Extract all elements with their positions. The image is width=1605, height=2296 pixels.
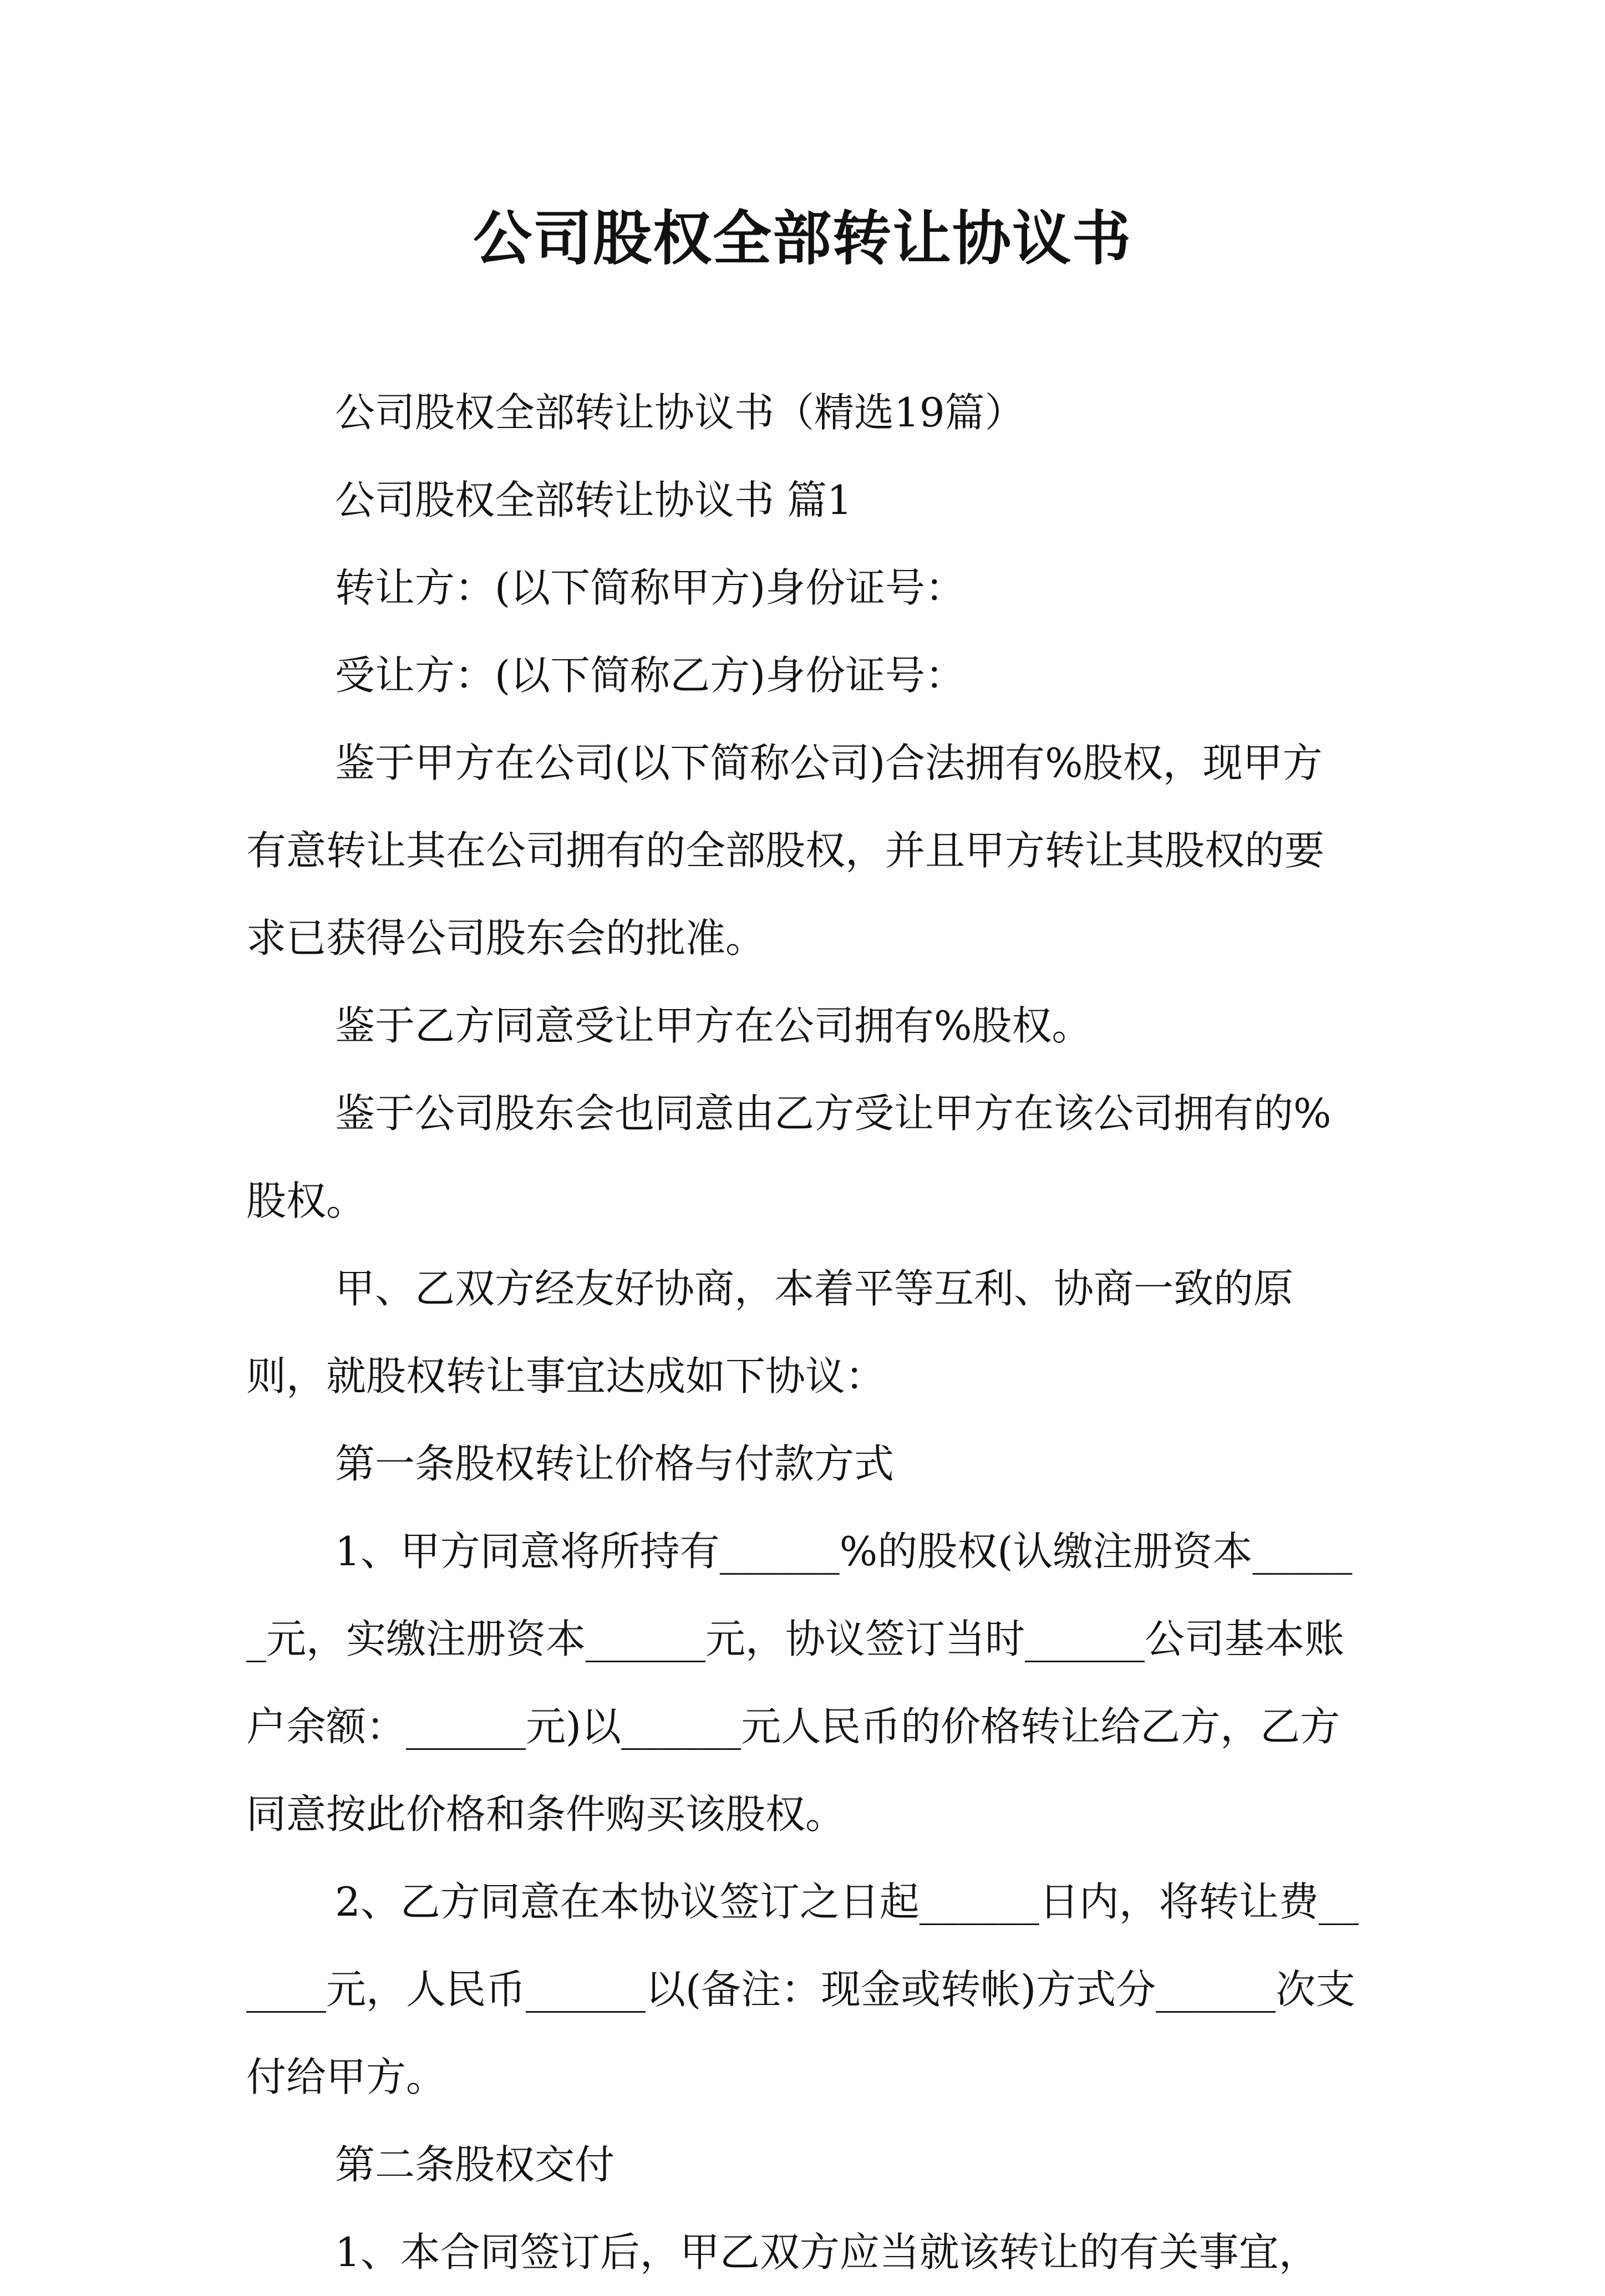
paragraph-article-1-clause-2: 2、乙方同意在本协议签订之日起______日内，将转让费______元，人民币______以(备注：现金或转帐)方式分______次支付给甲方。 bbox=[246, 1878, 1359, 2100]
paragraph-transferee: 受让方：(以下简称乙方)身份证号： bbox=[335, 652, 966, 699]
paragraph-agreement-intro: 甲、乙双方经友好协商，本着平等互利、协商一致的原则，就股权转让事宜达成如下协议： bbox=[246, 1265, 1294, 1399]
paragraph-subtitle: 公司股权全部转让协议书（精选19篇） bbox=[335, 389, 1025, 436]
paragraph-article-2-clause-1: 1、本合同签订后，甲乙双方应当就该转让的有关事宜， bbox=[335, 2229, 1319, 2275]
paragraph-transferor: 转让方：(以下简称甲方)身份证号： bbox=[335, 564, 966, 611]
document-body bbox=[246, 369, 1361, 2296]
paragraph-article-1-heading: 第一条股权转让价格与付款方式 bbox=[335, 1440, 895, 1487]
paragraph-chapter: 公司股权全部转让协议书 篇1 bbox=[335, 477, 852, 523]
paragraph-article-2-heading: 第二条股权交付 bbox=[335, 2141, 615, 2188]
document-title: 公司股权全部转让协议书 bbox=[473, 203, 1132, 273]
paragraph-whereas-2: 鉴于乙方同意受让甲方在公司拥有%股权。 bbox=[335, 1002, 1092, 1049]
paragraph-whereas-3: 鉴于公司股东会也同意由乙方受让甲方在该公司拥有的%股权。 bbox=[246, 1090, 1332, 1224]
paragraph-article-1-clause-1: 1、甲方同意将所持有______%的股权(认缴注册资本______元，实缴注册资本______元，协议签订当时______公司基本账户余额：______元)以______元人民币的价格转让给乙方，乙方同意按此价格和条件购买该股权。 bbox=[246, 1528, 1353, 1837]
paragraph-whereas-1: 鉴于甲方在公司(以下简称公司)合法拥有%股权，现甲方有意转让其在公司拥有的全部股权，并且甲方转让其股权的要求已获得公司股东会的批准。 bbox=[246, 740, 1325, 961]
